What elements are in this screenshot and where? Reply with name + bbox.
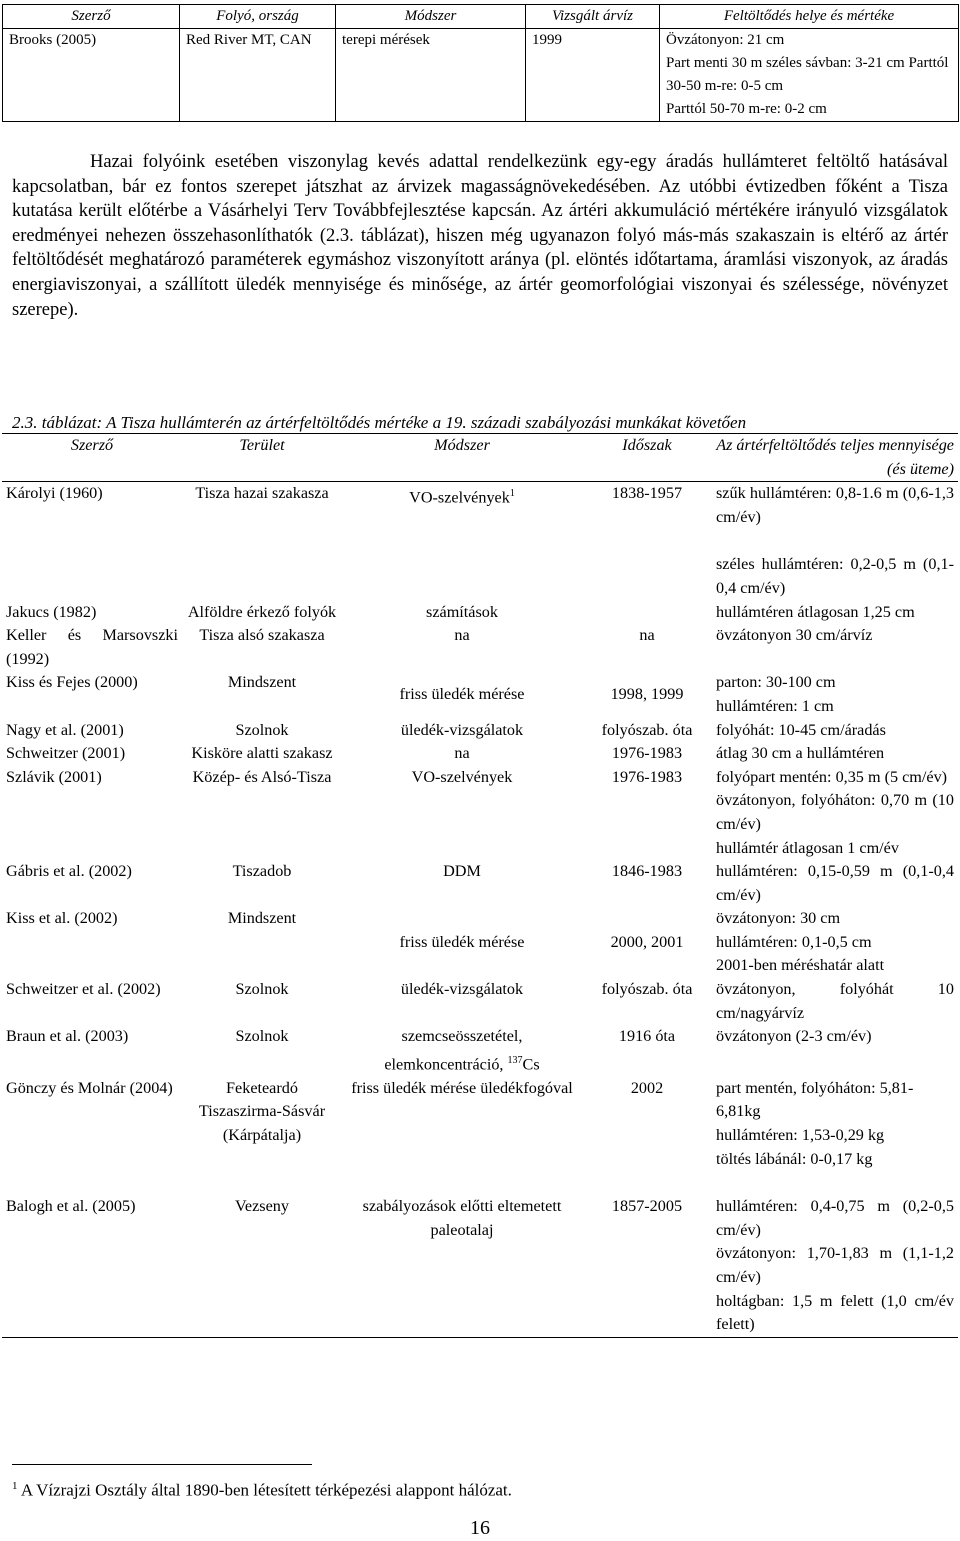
table-row [2,1195,958,1337]
value-line: övzátonyon: 30 cm [716,909,841,928]
cell-area: Tiszadob [232,862,292,881]
cell-period: 1976-1983 [611,767,683,786]
cell-area: Szolnok [235,720,289,739]
cell-area: Kisköre alatti szakasz [191,744,333,763]
cell-period: folyószab. óta [601,980,693,999]
table-caption: 2.3. táblázat: A Tisza hullámterén az ártérfeltöltődés mértéke a 19. századi szabályozási munkákat követően [12,413,747,432]
table-row [2,860,958,907]
cell-values [712,482,958,601]
value-line: folyóhát: 10-45 cm/áradás [716,720,886,739]
cell-author: Schweitzer et al. (2002) [6,980,161,999]
value-line: hullámtéren: 1 cm [716,696,834,715]
column-header: Szerző [3,5,180,29]
cell-author: Jakucs (1982) [6,602,97,621]
table-row [2,907,958,978]
cell-values [712,907,958,978]
cell-author: Braun et al. (2003) [6,1027,129,1046]
cell-flood: 1999 [526,29,660,122]
table-row [2,1077,958,1195]
value-line: övzátonyon: 1,70-1,83 m (1,1-1,2 cm/év) [716,1244,954,1286]
table-row [2,601,958,625]
table-header-row [3,5,959,29]
cell-method: szabályozások előtti eltemetett paleotalaj [342,1195,582,1337]
value-line: hullámtéren: 1,53-0,29 kg [716,1126,885,1145]
cell-author: Károlyi (1960) [6,484,103,503]
cell-method: friss üledék mérése [399,932,525,951]
cell-period: 1838-1957 [611,484,683,503]
value-line: hullámtéren: 0,4-0,75 m (0,2-0,5 cm/év) [716,1197,954,1239]
method-text: szemcseösszetétel, elemkoncentráció, [384,1027,523,1074]
tisza-deposition-table [2,433,958,1338]
cell-author: Gábris et al. (2002) [6,862,132,881]
cell-method: DDM [443,862,481,881]
column-header: Módszer [342,434,582,482]
cell-period: 2000, 2001 [610,932,684,951]
table-row [2,1025,958,1077]
column-header: Módszer [336,5,526,29]
value-line: holtágban: 1,5 m felett (1,0 cm/év felett) [716,1291,954,1334]
isotope-mass-number: 137 [507,1054,523,1066]
value-line: hullámtéren: 0,15-0,59 m (0,1-0,4 cm/év) [716,862,954,904]
cell-period: 1976-1983 [611,744,683,763]
cell-author: Gönczy és Molnár (2004) [6,1078,173,1097]
cell-method: számítások [426,602,498,621]
footnote-text: A Vízrajzi Osztály által 1890-ben létesített térképezési alappont hálózat. [20,1480,512,1500]
value-line: övzátonyon, folyóháton: 0,70 m (10 cm/év) [716,791,954,833]
cell-values [712,671,958,718]
cell-method: friss üledék mérése [399,685,525,704]
column-header: Feltöltődés helye és mértéke [660,5,959,29]
page-number: 16 [470,1517,490,1539]
cell-area: Mindszent [227,909,297,928]
cell-values [712,1077,958,1195]
cell-values [712,719,958,743]
cell-author: Balogh et al. (2005) [2,1195,182,1337]
footnote-ref: 1 [509,488,515,500]
deposition-line: Parttól 50-70 m-re: 0-2 cm [666,101,827,117]
footnote-separator [12,1464,312,1465]
cell-method [342,482,582,601]
cell-values [712,860,958,907]
cell-area: Feketeardó Tiszaszirma-Sásvár (Kárpátalja) [198,1078,326,1145]
value-line: 2001-ben méréshatár alatt [716,956,885,975]
cell-river: Red River MT, CAN [180,29,336,122]
value-line: övzátonyon, folyóhát 10 cm/nagyárvíz [716,980,954,1022]
cell-author: Keller és Marsovszki (1992) [6,626,178,668]
cell-values [712,1195,958,1337]
column-header: Folyó, ország [180,5,336,29]
cell-values [712,978,958,1025]
deposition-line: Part menti 30 m széles sávban: 3-21 cm Parttól 30-50 m-re: 0-5 cm [666,55,949,94]
column-header: Vizsgált árvíz [526,5,660,29]
cell-method [342,1025,582,1077]
table-header-row [2,434,958,482]
cell-area: Szolnok [235,980,289,999]
column-header: Szerző [2,434,182,482]
value-line: hullámtéren átlagosan 1,25 cm [716,602,915,621]
cell-author: Brooks (2005) [3,29,180,122]
table-row [2,671,958,718]
value-line: part mentén, folyóháton: 5,81- 6,81kg [716,1078,914,1121]
cell-period: 1916 óta [618,1027,676,1046]
cell-values [712,601,958,625]
cell-values [712,1025,958,1077]
cell-period: 2002 [630,1078,664,1097]
cell-author: Szlávik (2001) [6,767,102,786]
cell-method: na [454,744,470,763]
cell-period: 1857-2005 [582,1195,712,1337]
table-row [2,624,958,671]
table-row [2,719,958,743]
cell-area: Tisza hazai szakasza [195,484,329,503]
cell-period [582,601,712,625]
cell-method: friss üledék mérése üledékfogóval [351,1078,573,1097]
cell-period: folyószab. óta [601,720,693,739]
footnote [12,1474,512,1503]
cell-period: na [639,626,655,645]
table-row [2,766,958,860]
cell-method: na [454,626,470,645]
table-row [3,29,959,122]
value-line: folyópart mentén: 0,35 m (5 cm/év) [716,767,948,786]
cell-values [712,742,958,766]
cell-method: VO-szelvények [411,767,513,786]
value-line: övzátonyon (2-3 cm/év) [716,1027,872,1046]
cell-area: Alföldre érkező folyók [187,602,337,621]
cell-area: Tisza alsó szakasza [199,626,325,645]
value-line: övzátonyon 30 cm/árvíz [716,626,873,645]
deposition-line: Övzátonyon: 21 cm [666,32,785,48]
cell-author: Kiss és Fejes (2000) [6,673,138,692]
cell-method: üledék-vizsgálatok [400,720,524,739]
value-line: átlag 30 cm a hullámtéren [716,744,885,763]
isotope-symbol: Cs [522,1055,540,1074]
cell-author: Kiss et al. (2002) [6,909,118,928]
value-line: hullámtéren: 0,1-0,5 cm [716,932,872,951]
cell-method: üledék-vizsgálatok [400,980,524,999]
cell-area: Szolnok [235,1027,289,1046]
cell-area: Mindszent [227,673,297,692]
value-line: hullámtér átlagosan 1 cm/év [716,838,899,857]
cell-deposition [660,29,959,122]
value-line: széles hullámtéren: 0,2-0,5 m (0,1-0,4 cm/év) [716,555,954,597]
value-line: szűk hullámtéren: 0,8-1.6 m (0,6-1,3 cm/év) [716,484,954,526]
table-row [2,482,958,601]
method-text: VO-szelvények [409,488,510,507]
cell-period: 1998, 1999 [610,685,684,704]
body-paragraph: Hazai folyóink esetében viszonylag kevés adattal rendelkezünk egy-egy áradás hullámteret feltöltő hatásával kapcsolatban, bár ez fontos szerepet játszhat az árvizek magasságnövekedésében. Az utóbbi évtizedben főként a Tisza kutatása került előtérbe a Vásárhelyi Terv Továbbfejlesztése kapcsán. Az ártéri akkumuláció mértékére irányuló vizsgálatok eredményei nehezen összehasonlíthatók (2.3. táblázat), hiszen még ugyanazon folyó más-más szakaszain is eltérő az ártér feltöltődését meghatározó paraméterek egymáshoz viszonyított aránya (pl. elöntés időtartama, áramlási viszonyok, az áradás energiaviszonyai, a szállított üledék mennyisége és minősége, az ártér geomorfológiai viszonyai és szélessége, növényzet szerepe). [12,152,948,320]
column-header: Időszak [582,434,712,482]
cell-values [712,624,958,671]
cell-area: Vezseny [182,1195,342,1337]
brooks-table [2,4,959,122]
cell-method: terepi mérések [336,29,526,122]
table-row [2,978,958,1025]
footnote-mark: 1 [12,1480,18,1492]
cell-author: Nagy et al. (2001) [6,720,124,739]
table-row [2,742,958,766]
cell-author: Schweitzer (2001) [6,744,126,763]
value-line: parton: 30-100 cm [716,673,836,692]
cell-area: Közép- és Alsó-Tisza [192,767,332,786]
column-header: Terület [182,434,342,482]
column-header: Az ártérfeltöltődés teljes mennyisége (és üteme) [712,434,958,482]
cell-values [712,766,958,860]
cell-period: 1846-1983 [611,862,683,881]
value-line: töltés lábánál: 0-0,17 kg [716,1149,873,1168]
